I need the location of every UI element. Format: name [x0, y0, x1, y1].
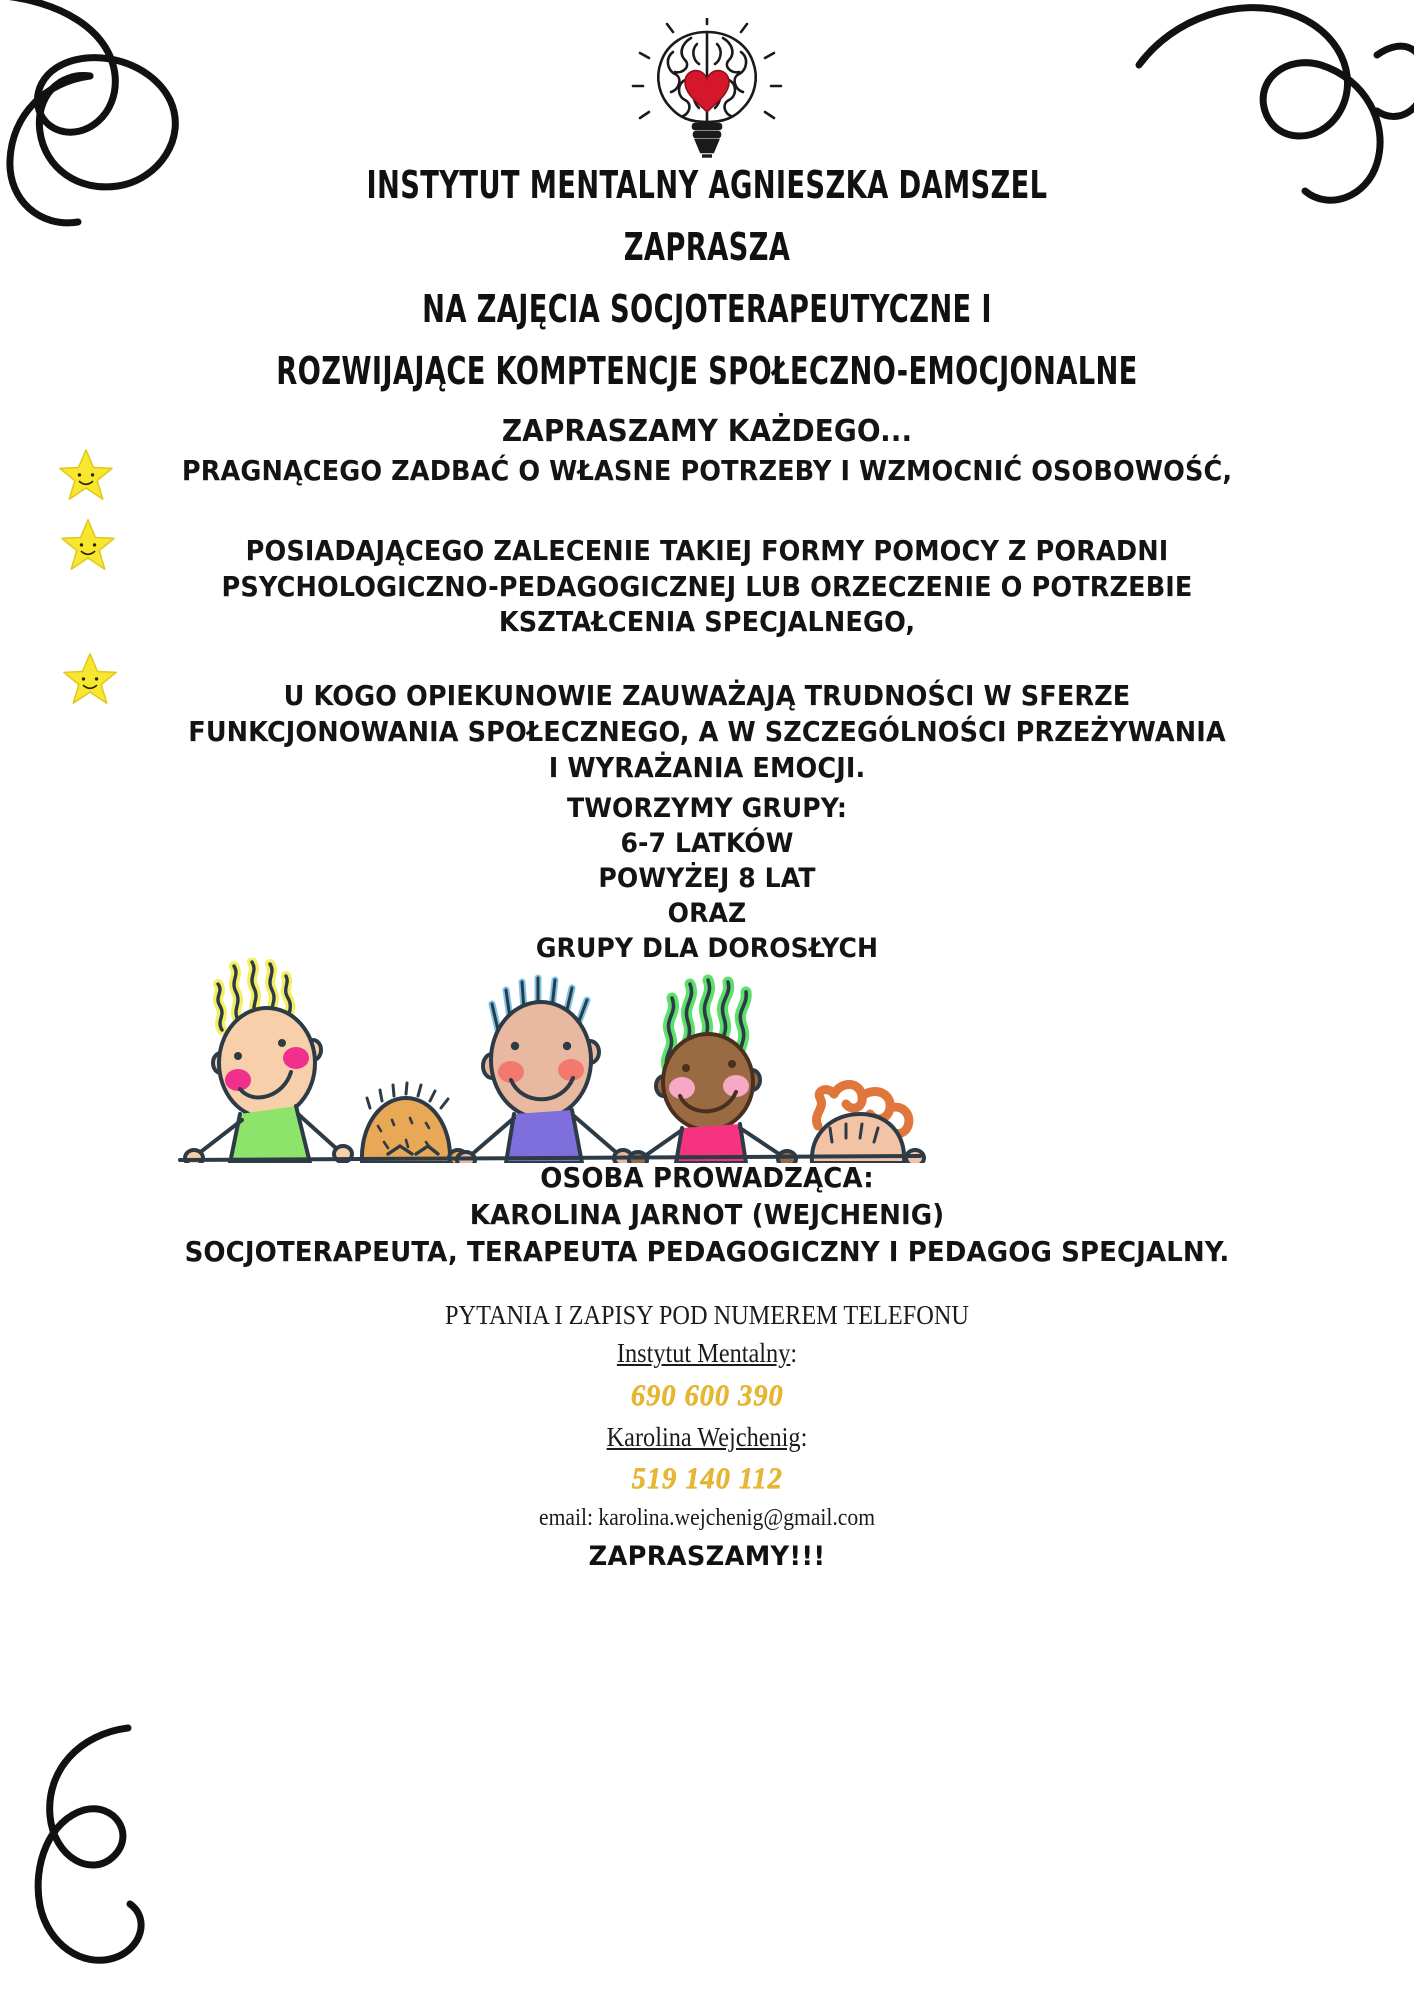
contact-org-colon: : [790, 1338, 798, 1369]
groups-title: TWORZYMY GRUPY: [567, 793, 847, 824]
contact-intro: PYTANIA I ZAPISY POD NUMEREM TELEFONU [445, 1300, 969, 1330]
brain-lightbulb-heart-icon [627, 18, 787, 173]
poster-title-line-3: NA ZAJĘCIA SOCJOTERAPEUTYCZNE I [422, 287, 992, 331]
contact-org-phone[interactable]: 690 600 390 [630, 1376, 784, 1412]
criteria-1-line-1: PRAGNĄCEGO ZADBAĆ O WŁASNE POTRZEBY I WZMOCNIĆ OSOBOWOŚĆ, [181, 455, 1233, 487]
groups-item-3: ORAZ [667, 898, 747, 930]
groups-item-4: GRUPY DLA DOROSŁYCH [535, 933, 879, 965]
contact-person-colon: : [800, 1421, 808, 1452]
leader-name: KAROLINA JARNOT (WEJCHENIG) [469, 1197, 945, 1231]
leader-role: SOCJOTERAPEUTA, TERAPEUTA PEDAGOGICZNY I PEDAGOG SPECJALNY. [184, 1234, 1230, 1268]
invitation-lead: ZAPRASZAMY KAŻDEGO... [501, 414, 913, 449]
contact-org-label: Instytut Mentalny [616, 1338, 791, 1369]
contact-person-label: Karolina Wejchenig [606, 1421, 801, 1452]
criteria-3-line-3: I WYRAŻANIA EMOCJI. [548, 751, 866, 784]
contact-person-row [71, 1418, 1344, 1456]
contact-email[interactable]: email: karolina.wejchenig@gmail.com [539, 1504, 875, 1531]
contact-org-row [71, 1334, 1344, 1372]
criteria-2-line-2: PSYCHOLOGICZNO-PEDAGOGICZNEJ LUB ORZECZENIE O POTRZEBIE [221, 570, 1193, 603]
leader-label: OSOBA PROWADZĄCA: [540, 1161, 874, 1194]
criteria-3-line-2: FUNKCJONOWANIA SPOŁECZNEGO, A W SZCZEGÓLNOŚCI PRZEŻYWANIA [188, 715, 1226, 748]
groups-item-1: 6-7 LATKÓW [620, 828, 794, 860]
criteria-2-line-1: POSIADAJĄCEGO ZALECENIE TAKIEJ FORMY POMOCY Z PORADNI [245, 534, 1169, 567]
children-doodle-illustration [170, 958, 930, 1163]
criteria-2-line-3: KSZTAŁCENIA SPECJALNEGO, [498, 606, 916, 639]
groups-block [0, 791, 1414, 966]
squiggle-decoration-bottom-left [10, 1720, 230, 1980]
criteria-3-line-1: U KOGO OPIEKUNOWIE ZAUWAŻAJĄ TRUDNOŚCI W SFERZE [283, 680, 1131, 712]
poster-title-line-2: ZAPRASZA [623, 225, 791, 269]
leader-block [0, 1160, 1414, 1271]
body-block [0, 412, 1414, 786]
poster-title-line-1: INSTYTUT MENTALNY AGNIESZKA DAMSZEL [366, 163, 1048, 207]
header-block [0, 163, 1414, 393]
contact-person-phone[interactable]: 519 140 112 [631, 1459, 783, 1495]
closing-call-to-action: ZAPRASZAMY!!! [588, 1540, 826, 1572]
groups-item-2: POWYŻEJ 8 LAT [598, 863, 816, 895]
logo [0, 18, 1414, 173]
contact-block [0, 1296, 1414, 1572]
poster-title-line-4: ROZWIJAJĄCE KOMPTENCJE SPOŁECZNO-EMOCJONALNE [276, 349, 1138, 393]
